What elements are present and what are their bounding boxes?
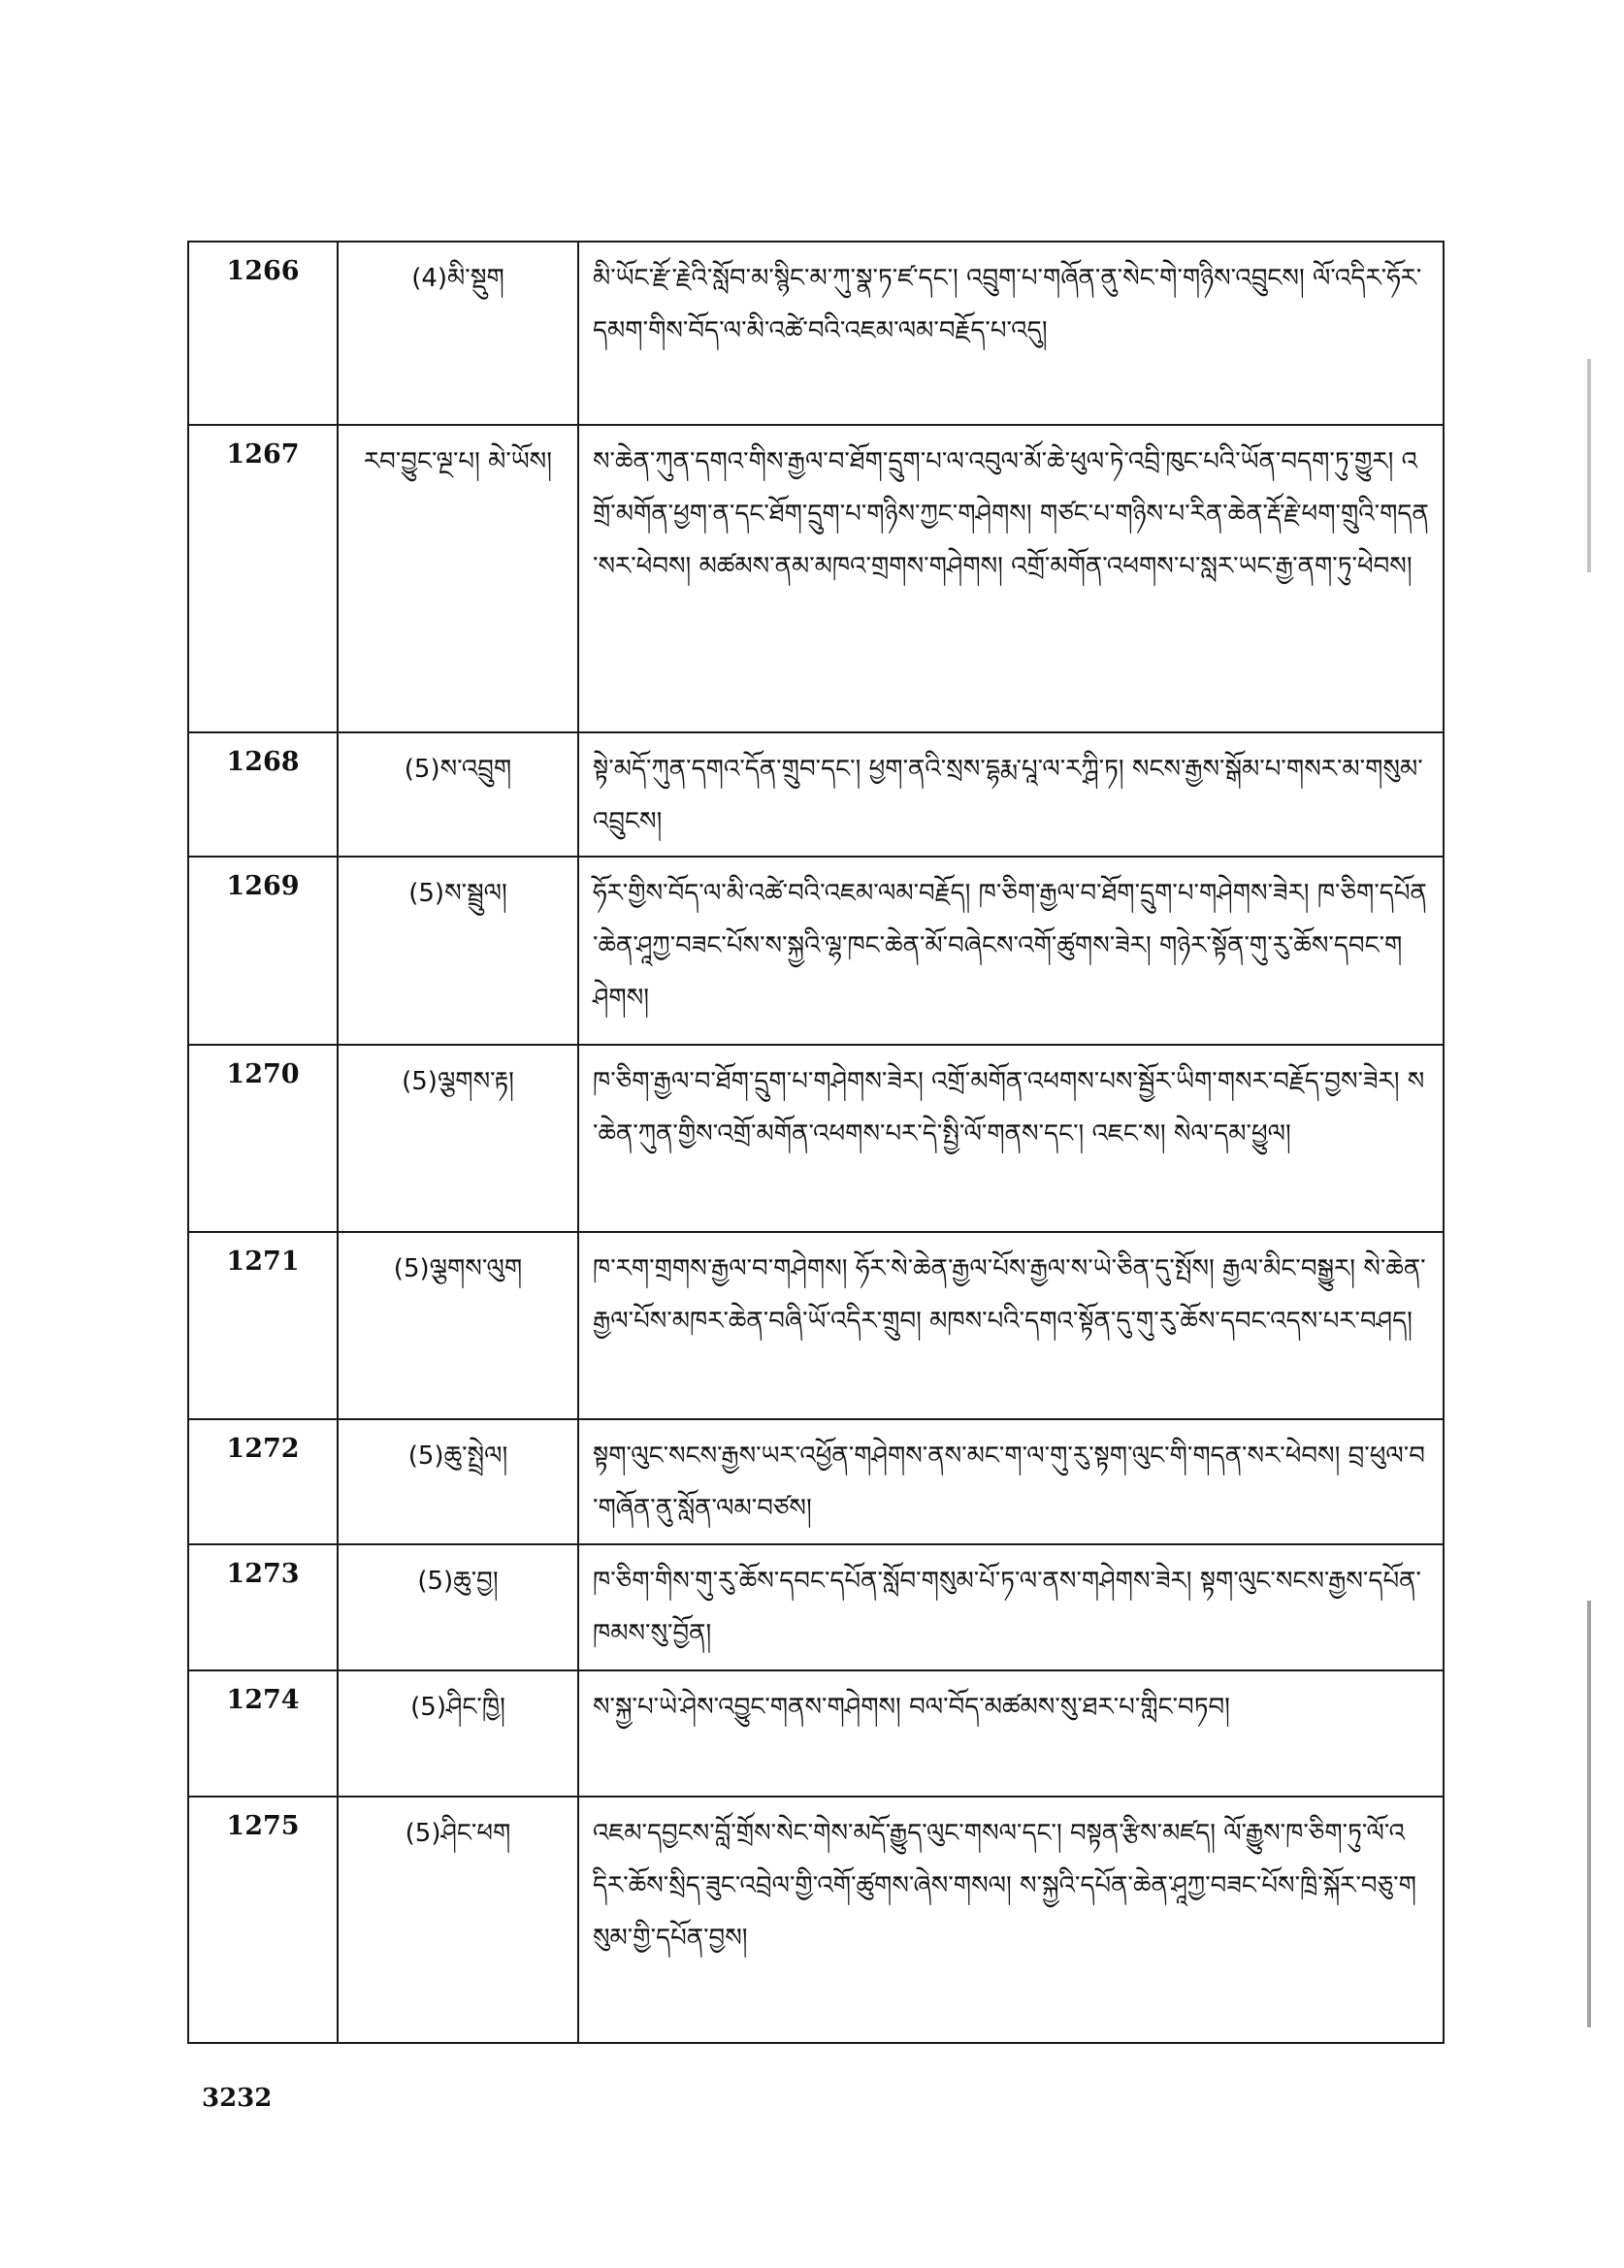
table-row [188, 1232, 1444, 1419]
entry-text: ཁ་ཅིག་གིས་གུ་རུ་ཆོས་དབང་དཔོན་སློབ་གསུམ་པོ་ཏ་ལ་ནས་གཤེགས་ཟེར། སྟག་ལུང་སངས་རྒྱས་དཔོན་ཁམས་སུ་བྱོན། [578, 1544, 1444, 1670]
entry-text: འཇམ་དབྱངས་བློ་གྲོས་སེང་གེས་མདོ་རྒྱུད་ལུང་གསལ་དང་། བསྟན་རྩིས་མཛད། ལོ་རྒྱུས་ཁ་ཅིག་ཏུ་ལོ་འདིར་ཆོས་སྲིད་ཟུང་འབྲེལ་གྱི་འགོ་ཚུགས་ཞེས་གསལ། ས་སྐྱའི་དཔོན་ཆེན་ཤཱཀྱ་བཟང་པོས་ཁྲི་སྐོར་བཅུ་གསུམ་གྱི་དཔོན་བྱས། [578, 1797, 1444, 2043]
table-row [188, 1797, 1444, 2043]
entry-title: (5)ས་སྦྲུལ། [338, 857, 578, 1045]
entry-title: (5)ལྕགས་རྟ། [338, 1045, 578, 1232]
entry-title: (4)མི་སྡུག [338, 242, 578, 425]
entry-text: མི་ཡོང་རྫོ་རྗེའི་སློབ་མ་སྙིང་མ་ཀུ་སྣ་ཏ་ཛ་དང་། འབྲུག་པ་གཞོན་ནུ་སེང་གེ་གཉིས་འབྲུངས། ལོ་འདིར་ཧོར་དམག་གིས་བོད་ལ་མི་འཚེ་བའི་འཇམ་ལམ་བརྗོད་པ་འདུ། [578, 242, 1444, 425]
table-row [188, 242, 1444, 425]
entry-text: ཁ་ཅིག་རྒྱལ་བ་ཐོག་དྲུག་པ་གཤེགས་ཟེར། འགྲོ་མགོན་འཕགས་པས་སྦྱོར་ཡིག་གསར་བརྗོད་བྱས་ཟེར། ས་ཆེན་ཀུན་གྱིས་འགྲོ་མགོན་འཕགས་པར་དེ་སྤྱི་ལོ་གནས་དང་། འཇང་ས། སེལ་དམ་ཕྱུལ། [578, 1045, 1444, 1232]
entry-text: སྟེ་མདོ་ཀུན་དགའ་དོན་གྲུབ་དང་། ཕྱག་ནའི་སྲས་དྷརྨ་པཱ་ལ་རཀྴི་ཏ། སངས་རྒྱས་སྒོམ་པ་གསར་མ་གསུམ་འབྲུངས། [578, 732, 1444, 857]
entry-number: 1274 [188, 1670, 338, 1797]
entry-number: 1268 [188, 732, 338, 857]
entry-title: (5)ཤིང་ཕག [338, 1797, 578, 2043]
entry-title: (5)ཤིང་ཁྱི། [338, 1670, 578, 1797]
entry-number: 1267 [188, 425, 338, 732]
entry-number: 1275 [188, 1797, 338, 2043]
entry-text: སྟག་ལུང་སངས་རྒྱས་ཡར་འཕྱོན་གཤེགས་ནས་མང་ག་ལ་གུ་རུ་སྟག་ལུང་གི་གདན་སར་ཕེབས། བྲ་ཕུལ་བ་གཞོན་ནུ་སློན་ལམ་བཙས། [578, 1419, 1444, 1544]
table-row [188, 1419, 1444, 1544]
table-row [188, 732, 1444, 857]
table-row [188, 857, 1444, 1045]
entry-number: 1269 [188, 857, 338, 1045]
entry-number: 1271 [188, 1232, 338, 1419]
entry-text: ཧོར་གྱིས་བོད་ལ་མི་འཚེ་བའི་འཇམ་ལམ་བརྗོད། ཁ་ཅིག་རྒྱལ་བ་ཐོག་དྲུག་པ་གཤེགས་ཟེར། ཁ་ཅིག་དཔོན་ཆེན་ཤཱཀྱ་བཟང་པོས་ས་སྐྱའི་ལྷ་ཁང་ཆེན་མོ་བཞེངས་འགོ་ཚུགས་ཟེར། གཉེར་སྟོན་གུ་རུ་ཆོས་དབང་གཤེགས། [578, 857, 1444, 1045]
table-row [188, 1544, 1444, 1670]
entry-text: ས་ཆེན་ཀུན་དགའ་གིས་རྒྱལ་བ་ཐོག་དྲུག་པ་ལ་འབུལ་མོ་ཆེ་ཕུལ་ཏེ་འབྲི་ཁུང་པའི་ཡོན་བདག་ཏུ་གྱུར། འགྲོ་མགོན་ཕྱག་ན་དང་ཐོག་དྲུག་པ་གཉིས་ཀྱང་གཤེགས། གཙང་པ་གཉིས་པ་རིན་ཆེན་རྡོ་རྗེ་ཕག་གྲུའི་གདན་སར་ཕེབས། མཚམས་ནམ་མཁའ་གྲགས་གཤེགས། འགྲོ་མགོན་འཕགས་པ་སླར་ཡང་རྒྱ་ནག་ཏུ་ཕེབས། [578, 425, 1444, 732]
scan-edge-mark [1587, 1601, 1591, 2027]
entry-title: (5)ཆུ་སྤྲེལ། [338, 1419, 578, 1544]
entry-text: ཁ་རག་གྲགས་རྒྱལ་བ་གཤེགས། ཧོར་སེ་ཆེན་རྒྱལ་པོས་རྒྱལ་ས་ཡེ་ཅིན་དུ་སྤོས། རྒྱལ་མིང་བསྒྱུར། སེ་ཆེན་རྒྱལ་པོས་མཁར་ཆེན་བཞི་ཡོ་འདིར་གྲུབ། མཁས་པའི་དགའ་སྟོན་དུ་གུ་རུ་ཆོས་དབང་འདས་པར་བཤད། [578, 1232, 1444, 1419]
table-row [188, 1045, 1444, 1232]
table-row [188, 425, 1444, 732]
entry-title: རབ་བྱུང་ལྔ་པ། མེ་ཡོས། [338, 425, 578, 732]
entry-title: (5)ས་འབྲུག [338, 732, 578, 857]
entry-text: ས་སྐྱ་པ་ཡེ་ཤེས་འབྱུང་གནས་གཤེགས། བལ་བོད་མཚམས་སུ་ཐར་པ་གླིང་བཏབ། [578, 1670, 1444, 1797]
scan-edge-mark [1587, 359, 1591, 572]
entry-title: (5)ལྕགས་ལུག [338, 1232, 578, 1419]
entry-number: 1270 [188, 1045, 338, 1232]
entry-title: (5)ཆུ་བྱ། [338, 1544, 578, 1670]
entry-number: 1272 [188, 1419, 338, 1544]
entry-number: 1273 [188, 1544, 338, 1670]
chronology-table [187, 241, 1445, 2044]
page-number: 3232 [202, 2084, 273, 2113]
entry-number: 1266 [188, 242, 338, 425]
table-row [188, 1670, 1444, 1797]
